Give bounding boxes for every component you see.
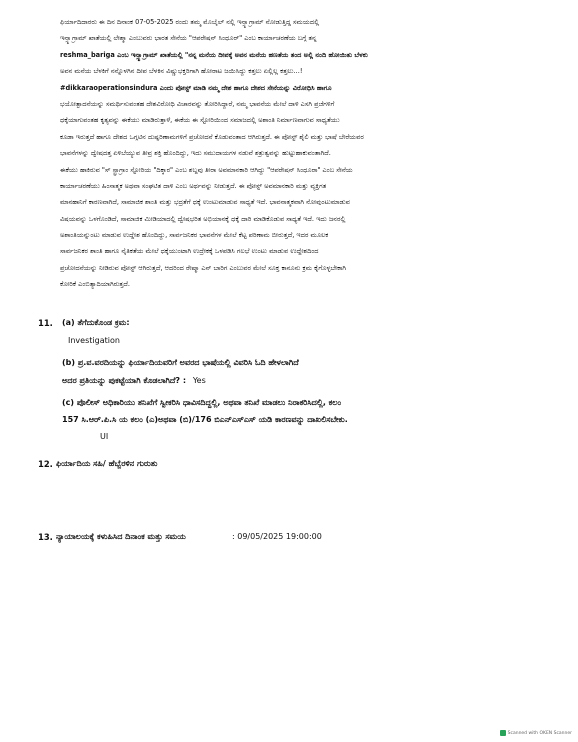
narrative-line: ಮಾನಹಾನಿಗೆ ಕಾರಣವಾಗಿದೆ, ಸಾಮಾಜಿಕ ಶಾಂತಿ ಮತ್ತು ಭದ್ರತೆಗೆ ಧಕ್ಕೆ ಉಂಟುಮಾಡುವ ಸಾಧ್ಯತೆ ಇದೆ. ಭಾವನಾತ್ಮಕವಾಗಿ ನೋವುಂಟುಮಾಡುವ	[60, 198, 350, 207]
section-11-number: 11.	[38, 318, 53, 328]
section-11b-label-line2	[62, 376, 206, 386]
narrative-line: ಕೂಡಾ ಇರುತ್ತದೆ ಹಾಗೂ ದೇಶದ ಒಗ್ಗಟಿನ ದುಷ್ಪರಿಣಾಮಗಳಿಗೆ ಪ್ರಚೋದನೆ ಕೊಡುವಂತಾದ ಆಗಿರುತ್ತದೆ. ಈ ಪೋಸ್ಟ್ ಶೈಲಿ ಮತ್ತು ಭಾಷೆ ಬೇರೆಯವರ	[60, 132, 364, 141]
narrative-line: ಅಶಾಂತಿಯನ್ನುಂಟು ಮಾಡುವ ಉದ್ದೇಶ ಹೊಂದಿದ್ದು, ಸಾರ್ವಜನಿಕರ ಭಾವನೆಗಳ ಮೇಲೆ ಕೆಟ್ಟ ಪರಿಣಾಮ ಬೀರುತ್ತದೆ, ಇದರ ಮೂಲಕ	[60, 231, 329, 240]
narrative-line: ಧಕ್ಕೆಯಾಗುವಂತಹ ಕೃತ್ಯವನ್ನು ಈಕೆಯು ಮಾಡಿರುತ್ತಾಳೆ, ಈಕೆಯ ಈ ಸ್ಟೋರಿಯಿಂದ ಸಮಾಜದಲ್ಲಿ ಅಶಾಂತಿ ನಿರ್ಮಾಣವಾಗುವ ಸಾಧ್ಯತೆಯು	[60, 116, 340, 125]
section-11c-value: UI	[100, 432, 109, 441]
narrative-line: ಭಯೋತ್ಪಾದನೆಯನ್ನು ಸಮರ್ಥಿಸುವಂತಹ ದೇಶವಿರೋಧಿ ವಿಚಾರವನ್ನು ತೋರಿಸಿದ್ದಾರೆ, ನಮ್ಮ ಭಾವನೆಯ ಮೇಲೆ ದಾಳಿ ಎಸಗಿ ಪ್ರಜೆಗಳಿಗೆ	[60, 99, 335, 108]
section-12-number: 12.	[38, 459, 53, 469]
scanner-logo-icon	[500, 730, 506, 736]
narrative-line: ಇನ್ಸ್ಟಾಗ್ರಾಮ್ ಖಾತೆಯಲ್ಲಿ ಲೇಶ್ಮಾ ಎಂಬುವರು ಭಾರತ ಸೇನೆಯ "ಆಪರೇಷನ್ ಸಿಂಧೂರ್" ಎಂಬ ಕಾರ್ಯಾಚರಣೆಯ ಬಗ್ಗೆ ತನ್ನ	[60, 34, 317, 43]
section-11b-value: Yes	[192, 376, 206, 385]
court-date-value: : 09/05/2025 19:00:00	[232, 532, 322, 541]
section-13-number: 13.	[38, 532, 53, 542]
narrative-line: ಕೋರಿಕೆ ಎಂಬಿತ್ಯಾದಿಯಾಗಿರುತ್ತದೆ.	[60, 280, 130, 289]
scanner-watermark-text: Scanned with OKEN Scanner	[507, 730, 572, 736]
narrative-line: ವಿಷಯವನ್ನು ಒಳಗೊಂಡಿದೆ, ಸಾಮಾಜಿಕ ಮೀಡಿಯಾದಲ್ಲಿ ದ್ವೇಷಭರಿತ ಅಭಿಯಾನಕ್ಕೆ ಧಕ್ಕೆ ದಾರಿ ಮಾಡಿಕೊಡುವ ಸಾಧ್ಯತೆ ಇದೆ. ಇದು ಜನರಲ್ಲಿ	[60, 214, 346, 223]
section-11c-label-line1: (c) ಪೊಲೀಸ್ ಅಧಿಕಾರಿಯು ತನಿಖೆಗೆ ಸ್ವೀಕರಿಸಿ ಧಾವಿಸದಿದ್ದಲ್ಲಿ, ಅಥವಾ ತನಿಖೆ ಮಾಡಲು ನಿರಾಕರಿಸಿದಲ್ಲಿ, ಕಲಂ	[62, 398, 342, 407]
narrative-line: ಸಾರ್ವಜನಿಕರ ಶಾಂತಿ ಹಾಗೂ ನೈತಿಕತೆಯ ಮೇಲೆ ಧಕ್ಕೆಯುಂಟಾಗಿ ಉದ್ರೇಕಕ್ಕೆ ಒಳಪಡಿಸಿ ಗಲಭೆ ಉಂಟು ಮಾಡುವ ಉದ್ದೇಶದಿಂದ	[60, 247, 319, 256]
narrative-line: ಪ್ರಚೋದನೆಯನ್ನು ನೀಡಿರುವ ಪೋಸ್ಟ್ ಆಗಿರುತ್ತದೆ, ಆದರಿಂದ ರೇಷ್ಮಾ ಎನ್ ಬಾರಿಗ ಎಂಬುವರ ಮೇಲೆ ಸೂಕ್ತ ಕಾನೂನು ಕ್ರಮ ಕೈಗೊಳ್ಳಬೇಕಾಗಿ	[60, 263, 347, 272]
narrative-line: ಭಾವನೆಗಳನ್ನು ದ್ವೇಷದತ್ತ ಏಳಿಬೆಯ್ಯುವ ತೀವ್ರ ಶಕ್ತಿ ಹೊಂದಿದ್ದು, ಇದು ಸಮುದಾಯಗಳ ನಡುವೆ ಶತ್ರುತ್ವವನ್ನು ಹುಟ್ಟುಹಾಕುವಂತಾಗಿದೆ.	[60, 149, 331, 158]
section-11b-label: ಅದರ ಪ್ರತಿಯನ್ನು ಪುಕಟ್ಟೆಯಾಗಿ ಕೊಡಲಾಗಿದೆ? :	[62, 376, 187, 385]
section-11b-label-line1: (b) ಪ್ರ.ವ.ವರದಿಯನ್ನು ಫಿರ್ಯಾದಿಯವರಿಗೆ ಅವರದ ಭಾಷೆಯಲ್ಲಿ ವಿವರಿಸಿ ಓದಿ ಹೇಳಲಾಗಿದೆ	[62, 358, 299, 367]
signature-label: ಫಿರ್ಯಾದಿಯ ಸಹಿ/ ಹೆಬ್ಬೆರಳಿನ ಗುರುತು	[56, 459, 158, 468]
narrative-line: #dikkaraoperationsindura ಎಂದು ಪೋಸ್ಟ್ ಮಾಡಿ ನಮ್ಮ ದೇಶ ಹಾಗೂ ದೇಶದ ಸೇನೆಯನ್ನು ವಿರೋಧಿಸಿ ಹಾಗೂ	[60, 83, 332, 92]
section-11a-label: (a) ತೆಗೆದುಕೊಂಡ ಕ್ರಮ:	[62, 318, 130, 327]
section-11a-value: Investigation	[68, 336, 120, 345]
section-11c-label-line2: 157 ಸಿ.ಆರ್.ಪಿ.ಸಿ ಯ ಕಲಂ (ಎ)ಅಥವಾ (ಬಿ)/176 ಬಿಎನ್‌ಎಸ್‌ಎಸ್ ಯಡಿ ಕಾರಣವನ್ನು ದಾಖಲಿಸಬೇಕು.	[62, 415, 348, 424]
narrative-line: ಅವನ ಮನೆಯ ಬೆಳಕಿಗೆ ನನ್ನೊಳಗಿನ ದೀಪ ಬೆಳಕಿನ ವಿಷ್ಣುಭಕ್ತರಿಗಾಗಿ ಹೋರಾಟ ಜಯಿಸಿದ್ದು ಕತ್ತಲು ಏಲ್ಲಿಲ್ಲ ಕತ್ತಲು...!	[60, 67, 303, 76]
court-date-label: ನ್ಯಾಯಾಲಯಕ್ಕೆ ಕಳುಹಿಸಿದ ದಿನಾಂಕ ಮತ್ತು ಸಮಯ	[56, 532, 186, 541]
narrative-line: ಫಿರ್ಯಾದಿದಾರರು ಈ ದಿನ ದಿನಾಂಕ 07-05-2025 ರಂದು ತಮ್ಮ ಮೊಬೈಲ್ ನಲ್ಲಿ ಇನ್ಸ್ಟಾಗ್ರಾಮ್ ನೋಡುತ್ತಿದ್ದ ಸಮಯದಲ್ಲಿ	[60, 18, 320, 26]
scanner-watermark	[500, 730, 572, 736]
narrative-line: ಈಕೆಯು ಹಾಕಿರುವ "ಸ್ ಸ್ಟ್ರಾಗ್ರಾಂ ಸ್ಟೋರಿಯ "ದಿಕ್ಕಾರ" ಎಂಬ ಶಬ್ದವು ತೀರಾ ಅವಮಾನಕಾರಿ ಆಗಿದ್ದು "ಆಪರೇಷನ್ ಸಿಂಧೂರಾ" ಎಂಬ ಸೇನೆಯ	[60, 165, 353, 174]
narrative-line: ಕಾರ್ಯಾಚರಣೆಯು ಹಿಂಸಾತ್ಮಕ ಅಥವಾ ಸಂಘಟಿತ ದಾಳಿ ಎಂಬ ಅರ್ಥವನ್ನು ನೀಡುತ್ತದೆ. ಈ ಪೋಸ್ಟ್ ಅವಮಾನಕಾರಿ ಮತ್ತು ವ್ಯಕ್ತಿಗತ	[60, 181, 327, 190]
narrative-line: reshma_bariga ಎಂಬ ಇನ್ಸ್ಟಾಗ್ರಾಮ್ ಖಾತೆಯಲ್ಲಿ "ನನ್ನ ಮನೆಯ ದೀಪಕ್ಕೆ ಅವನ ಮನೆಯ ಹಣತೆಯ ತಂದ ಅಲ್ಲಿ ನಂದಿ ಹೋಯಿತು ಬೆಳಕು	[60, 50, 368, 59]
complaint-narrative	[60, 14, 542, 293]
